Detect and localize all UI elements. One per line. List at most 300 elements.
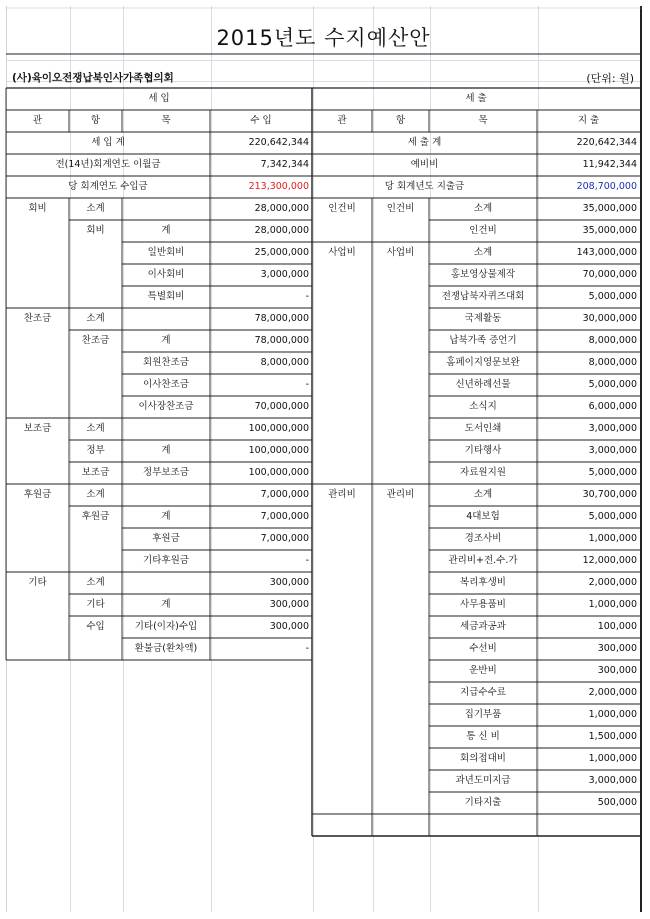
revenue-item-row: [6, 748, 312, 770]
revenue-mok-cell: 이사찬조금: [143, 379, 189, 390]
revenue-hang-cell: 수입: [86, 621, 105, 632]
expense-mok-cell: 운반비: [469, 665, 497, 676]
expense-amount-cell: 2,000,000: [588, 577, 637, 588]
revenue-gwan-cell: 기타: [28, 577, 47, 588]
revenue-hang-cell: 소계: [86, 423, 105, 434]
expense-reserve-row: [312, 154, 640, 176]
expense-item-row: [312, 220, 640, 242]
expense-amount-cell: 6,000,000: [588, 401, 637, 412]
expense-item-row: [312, 660, 640, 682]
expense-hang-cell: [372, 792, 429, 814]
expense-item-row: [312, 506, 640, 528]
revenue-mok-cell: 특별회비: [147, 291, 185, 302]
expense-mok-cell: 과년도미지급: [455, 775, 511, 786]
expense-gwan-cell: [312, 462, 372, 484]
expense-item-row: [312, 484, 640, 506]
expense-item-row: [312, 396, 640, 418]
expense-gwan-cell: [312, 418, 372, 440]
revenue-item-row: [6, 616, 312, 638]
expense-gwan-cell: [312, 682, 372, 704]
expense-item-row: [312, 616, 640, 638]
revenue-mok-cell: 후원금: [152, 533, 180, 544]
expense-amount-cell: 5,000,000: [588, 511, 637, 522]
revenue-total-label: 세 입 계: [91, 137, 125, 148]
expense-gwan-cell: [312, 308, 372, 330]
revenue-item-row: [6, 308, 312, 330]
revenue-hang-cell: 찬조금: [81, 335, 110, 346]
revenue-hang-cell: 소계: [86, 577, 105, 588]
expense-amount-cell: 5,000,000: [588, 467, 637, 478]
expense-gwan-cell: [312, 528, 372, 550]
revenue-gwan-cell: [6, 440, 69, 462]
revenue-item-row: [6, 484, 312, 506]
expense-mok-cell: 관리비+전.수.가: [448, 555, 518, 566]
revenue-mok-cell: 기타후원금: [143, 555, 189, 566]
revenue-mok-cell: 일반회비: [147, 247, 185, 258]
revenue-mok-cell: [122, 704, 210, 726]
expense-amount-cell: 143,000,000: [576, 247, 637, 258]
expense-hang-cell: 사업비: [386, 247, 415, 258]
expense-gwan-cell: [312, 220, 372, 242]
expense-amount-cell: 3,000,000: [588, 775, 637, 786]
revenue-amount-cell: 28,000,000: [254, 225, 309, 236]
revenue-total-value: 220,642,344: [248, 137, 309, 148]
revenue-mok-cell: 회원찬조금: [143, 357, 189, 368]
revenue-gwan-cell: [6, 286, 69, 308]
revenue-gwan-cell: [6, 220, 69, 242]
expense-mok-cell: 사무용품비: [460, 599, 506, 610]
expense-hang-cell: [372, 770, 429, 792]
expense-gwan-cell: 사업비: [328, 247, 356, 258]
revenue-gwan-cell: [6, 550, 69, 572]
expense-gwan-cell: [312, 638, 372, 660]
revenue-gwan-cell: [6, 682, 69, 704]
revenue-item-row: [6, 528, 312, 550]
expense-current-label: 당 회계년도 지출금: [384, 181, 465, 192]
expense-amount-cell: 1,000,000: [588, 599, 637, 610]
expense-gwan-cell: [312, 572, 372, 594]
revenue-mok-cell: [122, 572, 210, 594]
revenue-current-row: [6, 176, 312, 198]
revenue-hang-cell: [69, 396, 122, 418]
revenue-section-row: [6, 88, 312, 110]
expense-item-row: [312, 682, 640, 704]
revenue-item-row: [6, 440, 312, 462]
expense-hang-cell: [372, 396, 429, 418]
revenue-mok-cell: 계: [161, 599, 171, 610]
expense-hang-cell: [372, 726, 429, 748]
revenue-hang-cell: [69, 770, 122, 792]
revenue-amount-cell: 28,000,000: [254, 203, 309, 214]
expense-gwan-cell: [312, 726, 372, 748]
expense-hang-cell: [372, 594, 429, 616]
revenue-mok-cell: [122, 418, 210, 440]
revenue-hang-cell: [69, 792, 122, 814]
expense-current-row: [312, 176, 640, 198]
revenue-mok-cell: 계: [161, 335, 171, 346]
expense-mok-cell: [429, 814, 537, 836]
revenue-item-row: [6, 286, 312, 308]
revenue-amount-cell: [210, 726, 312, 748]
revenue-item-row: [6, 660, 312, 682]
expense-mok-cell: 소계: [473, 203, 493, 214]
revenue-gwan-cell: [6, 352, 69, 374]
expense-gwan-cell: [312, 770, 372, 792]
expense-amount-cell: 8,000,000: [588, 357, 637, 368]
revenue-amount-cell: 78,000,000: [254, 313, 309, 324]
expense-hang-cell: [372, 286, 429, 308]
expense-current-value: 208,700,000: [576, 181, 637, 192]
revenue-hang-cell: 소계: [86, 203, 105, 214]
expense-item-row: [312, 198, 640, 220]
expense-mok-cell: 복리후생비: [460, 577, 506, 588]
revenue-gwan-cell: [6, 726, 69, 748]
revenue-item-row: [6, 814, 312, 836]
revenue-gwan-cell: 후원금: [23, 489, 52, 500]
revenue-gwan-cell: [6, 264, 69, 286]
expense-mok-cell: 소계: [473, 247, 493, 258]
expense-section-row: [312, 88, 640, 110]
expense-hang-cell: 관리비: [386, 489, 415, 500]
revenue-carryover-row: [6, 154, 312, 176]
revenue-header-amount: 수 입: [250, 115, 272, 126]
revenue-amount-cell: 8,000,000: [260, 357, 309, 368]
revenue-mok-cell: 계: [161, 511, 171, 522]
expense-hang-cell: [372, 308, 429, 330]
revenue-gwan-cell: [6, 242, 69, 264]
revenue-hang-cell: [69, 286, 122, 308]
expense-mok-cell: 집기부품: [464, 709, 502, 720]
expense-gwan-cell: [312, 374, 372, 396]
revenue-hang-cell: [69, 638, 122, 660]
revenue-amount-cell: [210, 682, 312, 704]
revenue-item-row: [6, 726, 312, 748]
revenue-gwan-cell: [6, 792, 69, 814]
expense-hang-cell: [372, 572, 429, 594]
revenue-item-row: [6, 418, 312, 440]
revenue-hang-cell: [69, 660, 122, 682]
sheet-right-border: [640, 6, 642, 912]
expense-gwan-cell: [312, 286, 372, 308]
expense-amount-cell: 5,000,000: [588, 291, 637, 302]
expense-total-value: 220,642,344: [576, 137, 637, 148]
expense-mok-cell: 수선비: [469, 643, 497, 654]
revenue-item-row: [6, 352, 312, 374]
revenue-gwan-cell: 보조금: [23, 423, 52, 434]
revenue-hang-cell: [69, 726, 122, 748]
expense-gwan-cell: [312, 550, 372, 572]
expense-amount-cell: 3,000,000: [588, 445, 637, 456]
expense-item-row: [312, 264, 640, 286]
page-title: 2015년도 수지예산안: [216, 26, 431, 50]
revenue-amount-cell: 300,000: [269, 599, 309, 610]
revenue-amount-cell: [210, 792, 312, 814]
revenue-hang-cell: 회비: [86, 225, 105, 236]
revenue-hang-cell: [69, 704, 122, 726]
expense-item-row: [312, 638, 640, 660]
revenue-amount-cell: -: [305, 643, 309, 654]
expense-mok-cell: 세금과공과: [460, 621, 506, 632]
expense-hang-cell: [372, 418, 429, 440]
expense-amount-cell: 30,700,000: [582, 489, 637, 500]
expense-mok-cell: 소식지: [469, 401, 497, 412]
revenue-amount-cell: 25,000,000: [254, 247, 309, 258]
expense-mok-cell: 통 신 비: [466, 731, 500, 742]
expense-item-row: [312, 594, 640, 616]
expense-item-row: [312, 330, 640, 352]
expense-mok-cell: 납북가족 증언기: [449, 335, 517, 346]
revenue-amount-cell: [210, 704, 312, 726]
expense-hang-cell: [372, 638, 429, 660]
revenue-item-row: [6, 396, 312, 418]
revenue-amount-cell: [210, 770, 312, 792]
revenue-item-row: [6, 704, 312, 726]
expense-header-row: [312, 110, 640, 132]
revenue-amount-cell: 300,000: [269, 577, 309, 588]
expense-header-amount: 지 출: [577, 115, 600, 126]
expense-header-gwan: 관: [337, 115, 347, 126]
expense-hang-cell: [372, 616, 429, 638]
revenue-mok-cell: [122, 308, 210, 330]
revenue-item-row: [6, 330, 312, 352]
expense-amount-cell: 2,000,000: [588, 687, 637, 698]
revenue-gwan-cell: [6, 616, 69, 638]
expense-hang-cell: [372, 682, 429, 704]
unit-label: (단위: 원): [586, 72, 634, 85]
expense-amount-cell: 300,000: [597, 665, 637, 676]
revenue-amount-cell: -: [305, 555, 309, 566]
revenue-item-row: [6, 770, 312, 792]
revenue-current-value: 213,300,000: [248, 181, 309, 192]
revenue-item-row: [6, 594, 312, 616]
revenue-item-row: [6, 374, 312, 396]
expense-item-row: [312, 770, 640, 792]
revenue-amount-cell: 7,000,000: [260, 511, 309, 522]
expense-mok-cell: 인건비: [469, 225, 497, 236]
expense-gwan-cell: [312, 506, 372, 528]
expense-mok-cell: 소계: [473, 489, 493, 500]
revenue-item-row: [6, 198, 312, 220]
expense-hang-cell: [372, 506, 429, 528]
expense-gwan-cell: 인건비: [328, 203, 356, 214]
expense-mok-cell: 기타지출: [464, 797, 502, 808]
expense-hang-cell: [372, 330, 429, 352]
revenue-gwan-cell: [6, 814, 69, 836]
revenue-hang-cell: [69, 374, 122, 396]
expense-mok-cell: 자료원지원: [460, 467, 506, 478]
revenue-item-row: [6, 220, 312, 242]
revenue-hang-cell: 기타: [86, 599, 105, 610]
expense-mok-cell: 전쟁납북자퀴즈대회: [441, 291, 525, 302]
expense-gwan-cell: [312, 704, 372, 726]
expense-item-row: [312, 462, 640, 484]
revenue-mok-cell: [122, 748, 210, 770]
expense-amount-cell: 100,000: [597, 621, 637, 632]
revenue-amount-cell: [210, 814, 312, 836]
expense-item-row: [312, 748, 640, 770]
revenue-mok-cell: 정부보조금: [143, 467, 189, 478]
expense-hang-cell: [372, 440, 429, 462]
revenue-hang-cell: [69, 528, 122, 550]
revenue-hang-cell: [69, 264, 122, 286]
revenue-item-row: [6, 242, 312, 264]
revenue-mok-cell: [122, 660, 210, 682]
expense-hang-cell: [372, 550, 429, 572]
revenue-mok-cell: 계: [161, 445, 171, 456]
revenue-hang-cell: [69, 682, 122, 704]
expense-hang-cell: [372, 264, 429, 286]
expense-mok-cell: 국제활동: [464, 313, 502, 324]
revenue-table: [6, 88, 312, 836]
revenue-item-row: [6, 572, 312, 594]
expense-amount-cell: 300,000: [597, 643, 637, 654]
expense-item-row: [312, 726, 640, 748]
revenue-header-gwan: 관: [32, 115, 43, 126]
expense-amount-cell: 5,000,000: [588, 379, 637, 390]
expense-header-hang: 항: [395, 115, 406, 126]
revenue-gwan-cell: [6, 704, 69, 726]
expense-hang-cell: [372, 704, 429, 726]
revenue-hang-cell: [69, 242, 122, 264]
revenue-item-row: [6, 462, 312, 484]
revenue-gwan-cell: 회비: [28, 203, 47, 214]
revenue-mok-cell: 환불금(환차액): [134, 643, 198, 654]
expense-section-label: 세 출: [465, 93, 487, 104]
revenue-mok-cell: [122, 682, 210, 704]
revenue-hang-cell: 소계: [86, 489, 105, 500]
revenue-gwan-cell: [6, 660, 69, 682]
expense-reserve-label: 예비비: [410, 159, 439, 170]
expense-gwan-cell: [312, 396, 372, 418]
expense-item-row: [312, 814, 640, 836]
expense-amount-cell: 1,000,000: [588, 753, 637, 764]
expense-mok-cell: 홍보영상물제작: [450, 269, 516, 280]
revenue-amount-cell: 3,000,000: [260, 269, 309, 280]
revenue-item-row: [6, 264, 312, 286]
revenue-header-row: [6, 110, 312, 132]
revenue-amount-cell: 78,000,000: [254, 335, 309, 346]
expense-amount-cell: [537, 814, 640, 836]
revenue-header-hang: 항: [90, 115, 101, 126]
revenue-mok-cell: [122, 814, 210, 836]
revenue-header-mok: 목: [161, 115, 171, 126]
expense-mok-cell: 기타행사: [464, 445, 502, 456]
revenue-mok-cell: 계: [161, 225, 171, 236]
revenue-amount-cell: 100,000,000: [248, 445, 309, 456]
expense-mok-cell: 신년하례선물: [455, 379, 511, 390]
expense-gwan-cell: [312, 440, 372, 462]
expense-gwan-cell: [312, 792, 372, 814]
expense-hang-cell: [372, 374, 429, 396]
revenue-amount-cell: 100,000,000: [248, 467, 309, 478]
revenue-gwan-cell: [6, 396, 69, 418]
revenue-mok-cell: [122, 792, 210, 814]
expense-hang-cell: [372, 528, 429, 550]
revenue-mok-cell: [122, 770, 210, 792]
expense-gwan-cell: [312, 814, 372, 836]
expense-item-row: [312, 440, 640, 462]
revenue-mok-cell: [122, 726, 210, 748]
expense-gwan-cell: [312, 352, 372, 374]
expense-amount-cell: 70,000,000: [582, 269, 637, 280]
revenue-section-label: 세 입: [148, 93, 170, 104]
expense-mok-cell: 경조사비: [464, 533, 502, 544]
revenue-hang-cell: 후원금: [81, 511, 110, 522]
revenue-gwan-cell: [6, 748, 69, 770]
revenue-gwan-cell: [6, 330, 69, 352]
expense-item-row: [312, 792, 640, 814]
expense-mok-cell: 회의접대비: [460, 753, 506, 764]
expense-gwan-cell: [312, 748, 372, 770]
revenue-amount-cell: 300,000: [269, 621, 309, 632]
revenue-carryover-value: 7,342,344: [260, 159, 309, 170]
expense-total-label: 세 출 계: [407, 137, 442, 148]
revenue-hang-cell: [69, 748, 122, 770]
expense-hang-cell: [372, 462, 429, 484]
expense-item-row: [312, 704, 640, 726]
expense-amount-cell: 3,000,000: [588, 423, 637, 434]
revenue-item-row: [6, 506, 312, 528]
revenue-amount-cell: [210, 660, 312, 682]
revenue-hang-cell: [69, 550, 122, 572]
organization-name: (사)육이오전쟁납북인사가족협의회: [12, 72, 174, 84]
revenue-gwan-cell: [6, 528, 69, 550]
expense-item-row: [312, 528, 640, 550]
revenue-gwan-cell: [6, 462, 69, 484]
expense-mok-cell: 지급수수료: [460, 687, 506, 698]
expense-mok-cell: 홈페이지영문보완: [446, 357, 520, 368]
revenue-gwan-cell: 찬조금: [23, 313, 52, 324]
expense-hang-cell: [372, 814, 429, 836]
expense-gwan-cell: [312, 594, 372, 616]
revenue-amount-cell: 70,000,000: [254, 401, 309, 412]
revenue-gwan-cell: [6, 638, 69, 660]
expense-mok-cell: 도서인쇄: [464, 423, 502, 434]
expense-amount-cell: 35,000,000: [582, 203, 637, 214]
revenue-hang-cell: 소계: [86, 313, 105, 324]
expense-amount-cell: 30,000,000: [582, 313, 637, 324]
revenue-amount-cell: -: [305, 291, 309, 302]
expense-item-row: [312, 374, 640, 396]
expense-item-row: [312, 418, 640, 440]
expense-item-row: [312, 308, 640, 330]
expense-hang-cell: 인건비: [386, 203, 415, 214]
expense-amount-cell: 500,000: [597, 797, 637, 808]
revenue-carryover-label: 전(14년)회계연도 이월금: [55, 159, 161, 170]
expense-hang-cell: [372, 748, 429, 770]
revenue-amount-cell: 7,000,000: [260, 533, 309, 544]
revenue-mok-cell: 이사장찬조금: [138, 401, 194, 412]
expense-hang-cell: [372, 220, 429, 242]
expense-item-row: [312, 572, 640, 594]
revenue-mok-cell: [122, 198, 210, 220]
expense-table: [312, 88, 640, 836]
revenue-item-row: [6, 792, 312, 814]
revenue-amount-cell: 7,000,000: [260, 489, 309, 500]
expense-reserve-value: 11,942,344: [582, 159, 637, 170]
expense-hang-cell: [372, 352, 429, 374]
revenue-mok-cell: [122, 484, 210, 506]
revenue-amount-cell: [210, 748, 312, 770]
revenue-hang-cell: 보조금: [81, 467, 110, 478]
expense-gwan-cell: [312, 330, 372, 352]
expense-gwan-cell: [312, 264, 372, 286]
expense-item-row: [312, 286, 640, 308]
revenue-hang-cell: [69, 352, 122, 374]
expense-amount-cell: 1,000,000: [588, 533, 637, 544]
revenue-current-label: 당 회계연도 수입금: [68, 181, 148, 192]
revenue-gwan-cell: [6, 770, 69, 792]
